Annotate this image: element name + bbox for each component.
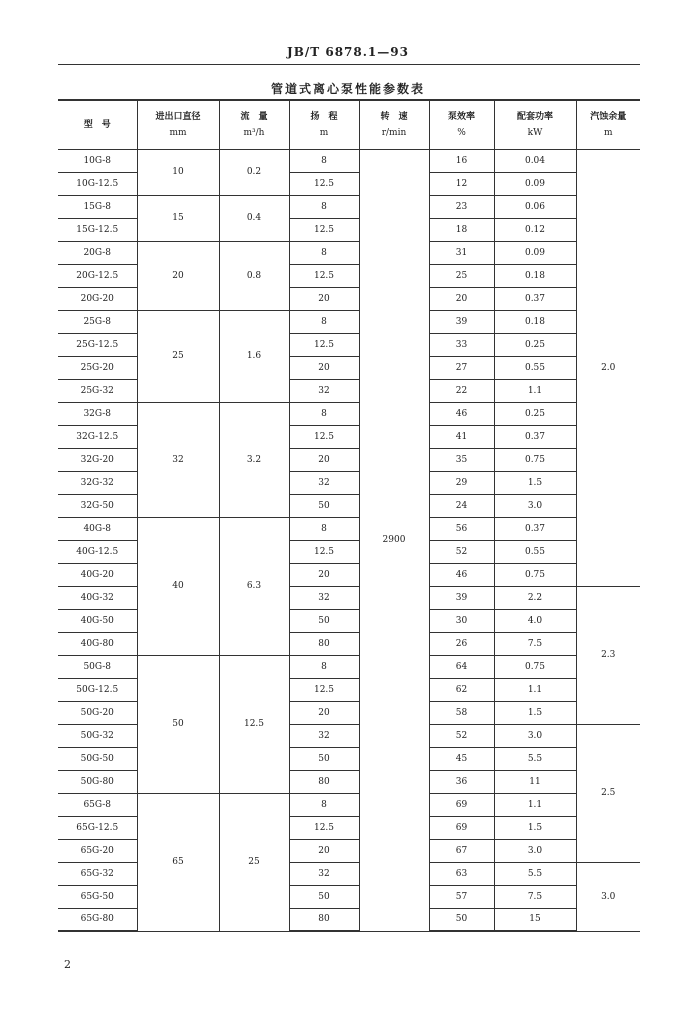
power-cell: 1.5 xyxy=(494,816,576,839)
efficiency-cell: 20 xyxy=(429,287,494,310)
model-cell: 32G-50 xyxy=(58,494,137,517)
diameter-cell: 65 xyxy=(137,793,219,931)
model-cell: 25G-32 xyxy=(58,379,137,402)
efficiency-cell: 26 xyxy=(429,632,494,655)
diameter-cell: 20 xyxy=(137,241,219,310)
head-cell: 8 xyxy=(289,195,359,218)
efficiency-cell: 52 xyxy=(429,724,494,747)
model-cell: 40G-80 xyxy=(58,632,137,655)
table-row xyxy=(58,655,640,678)
table-title: 管道式离心泵性能参数表 xyxy=(270,82,425,96)
efficiency-cell: 45 xyxy=(429,747,494,770)
model-cell: 25G-12.5 xyxy=(58,333,137,356)
head-cell: 8 xyxy=(289,517,359,540)
flow-cell: 12.5 xyxy=(219,655,289,793)
head-cell: 8 xyxy=(289,402,359,425)
table-row xyxy=(58,195,640,218)
power-cell: 1.1 xyxy=(494,678,576,701)
head-cell: 32 xyxy=(289,724,359,747)
power-cell: 4.0 xyxy=(494,609,576,632)
head-cell: 12.5 xyxy=(289,425,359,448)
efficiency-cell: 25 xyxy=(429,264,494,287)
efficiency-cell: 33 xyxy=(429,333,494,356)
power-cell: 1.5 xyxy=(494,701,576,724)
efficiency-cell: 63 xyxy=(429,862,494,885)
flow-cell: 0.2 xyxy=(219,149,289,195)
efficiency-cell: 46 xyxy=(429,563,494,586)
table-row xyxy=(58,149,640,172)
model-cell: 10G-8 xyxy=(58,149,137,172)
header-power: 配套功率 kW xyxy=(494,100,576,149)
npsh-cell: 3.0 xyxy=(576,862,640,931)
model-cell: 25G-8 xyxy=(58,310,137,333)
page-number: 2 xyxy=(64,958,71,971)
flow-cell: 6.3 xyxy=(219,517,289,655)
flow-cell: 0.8 xyxy=(219,241,289,310)
efficiency-cell: 22 xyxy=(429,379,494,402)
power-cell: 3.0 xyxy=(494,839,576,862)
head-cell: 50 xyxy=(289,747,359,770)
flow-cell: 0.4 xyxy=(219,195,289,241)
model-cell: 32G-12.5 xyxy=(58,425,137,448)
efficiency-cell: 52 xyxy=(429,540,494,563)
efficiency-cell: 67 xyxy=(429,839,494,862)
head-cell: 80 xyxy=(289,770,359,793)
model-cell: 50G-20 xyxy=(58,701,137,724)
model-cell: 15G-8 xyxy=(58,195,137,218)
head-cell: 50 xyxy=(289,885,359,908)
head-cell: 50 xyxy=(289,494,359,517)
efficiency-cell: 41 xyxy=(429,425,494,448)
power-cell: 5.5 xyxy=(494,862,576,885)
model-cell: 10G-12.5 xyxy=(58,172,137,195)
power-cell: 2.2 xyxy=(494,586,576,609)
power-cell: 3.0 xyxy=(494,724,576,747)
efficiency-cell: 35 xyxy=(429,448,494,471)
efficiency-cell: 39 xyxy=(429,310,494,333)
model-cell: 32G-32 xyxy=(58,471,137,494)
model-cell: 65G-80 xyxy=(58,908,137,931)
head-cell: 20 xyxy=(289,448,359,471)
standard-code: JB/T 6878.1—93 xyxy=(287,45,409,59)
efficiency-cell: 56 xyxy=(429,517,494,540)
header-row xyxy=(58,100,640,149)
power-cell: 1.5 xyxy=(494,471,576,494)
power-cell: 0.75 xyxy=(494,655,576,678)
head-cell: 12.5 xyxy=(289,678,359,701)
power-cell: 0.04 xyxy=(494,149,576,172)
efficiency-cell: 29 xyxy=(429,471,494,494)
npsh-cell: 2.5 xyxy=(576,724,640,862)
efficiency-cell: 39 xyxy=(429,586,494,609)
header-model: 型 号 xyxy=(58,100,137,149)
head-cell: 32 xyxy=(289,862,359,885)
power-cell: 11 xyxy=(494,770,576,793)
model-cell: 40G-12.5 xyxy=(58,540,137,563)
power-cell: 0.09 xyxy=(494,241,576,264)
efficiency-cell: 23 xyxy=(429,195,494,218)
model-cell: 32G-20 xyxy=(58,448,137,471)
efficiency-cell: 57 xyxy=(429,885,494,908)
model-cell: 20G-8 xyxy=(58,241,137,264)
flow-cell: 1.6 xyxy=(219,310,289,402)
efficiency-cell: 69 xyxy=(429,816,494,839)
head-cell: 12.5 xyxy=(289,816,359,839)
efficiency-cell: 36 xyxy=(429,770,494,793)
model-cell: 40G-50 xyxy=(58,609,137,632)
flow-cell: 25 xyxy=(219,793,289,931)
flow-cell: 3.2 xyxy=(219,402,289,517)
model-cell: 50G-80 xyxy=(58,770,137,793)
power-cell: 0.37 xyxy=(494,517,576,540)
efficiency-cell: 58 xyxy=(429,701,494,724)
model-cell: 50G-12.5 xyxy=(58,678,137,701)
table-row xyxy=(58,310,640,333)
power-cell: 0.37 xyxy=(494,287,576,310)
head-cell: 12.5 xyxy=(289,264,359,287)
model-cell: 65G-8 xyxy=(58,793,137,816)
diameter-cell: 10 xyxy=(137,149,219,195)
header-speed: 转 速 r/min xyxy=(359,100,429,149)
model-cell: 65G-50 xyxy=(58,885,137,908)
model-cell: 50G-50 xyxy=(58,747,137,770)
power-cell: 0.55 xyxy=(494,356,576,379)
table-row xyxy=(58,402,640,425)
model-cell: 65G-20 xyxy=(58,839,137,862)
head-cell: 12.5 xyxy=(289,218,359,241)
npsh-cell: 2.3 xyxy=(576,586,640,724)
table-body xyxy=(58,149,640,931)
power-cell: 0.25 xyxy=(494,333,576,356)
head-cell: 20 xyxy=(289,563,359,586)
header-efficiency: 泵效率 % xyxy=(429,100,494,149)
head-cell: 8 xyxy=(289,310,359,333)
diameter-cell: 40 xyxy=(137,517,219,655)
model-cell: 20G-20 xyxy=(58,287,137,310)
power-cell: 5.5 xyxy=(494,747,576,770)
model-cell: 40G-32 xyxy=(58,586,137,609)
power-cell: 3.0 xyxy=(494,494,576,517)
power-cell: 7.5 xyxy=(494,632,576,655)
head-cell: 20 xyxy=(289,839,359,862)
efficiency-cell: 62 xyxy=(429,678,494,701)
header-diameter: 进出口直径 mm xyxy=(137,100,219,149)
head-cell: 32 xyxy=(289,379,359,402)
efficiency-cell: 30 xyxy=(429,609,494,632)
efficiency-cell: 12 xyxy=(429,172,494,195)
power-cell: 0.37 xyxy=(494,425,576,448)
model-cell: 65G-12.5 xyxy=(58,816,137,839)
head-cell: 80 xyxy=(289,632,359,655)
model-cell: 65G-32 xyxy=(58,862,137,885)
header-rule xyxy=(58,64,640,65)
performance-table xyxy=(58,99,640,932)
power-cell: 7.5 xyxy=(494,885,576,908)
head-cell: 8 xyxy=(289,655,359,678)
power-cell: 0.09 xyxy=(494,172,576,195)
power-cell: 0.25 xyxy=(494,402,576,425)
model-cell: 40G-8 xyxy=(58,517,137,540)
efficiency-cell: 24 xyxy=(429,494,494,517)
table-row xyxy=(58,241,640,264)
efficiency-cell: 27 xyxy=(429,356,494,379)
head-cell: 50 xyxy=(289,609,359,632)
diameter-cell: 25 xyxy=(137,310,219,402)
power-cell: 0.18 xyxy=(494,264,576,287)
head-cell: 12.5 xyxy=(289,172,359,195)
header-flow: 流 量 m³/h xyxy=(219,100,289,149)
power-cell: 0.75 xyxy=(494,448,576,471)
head-cell: 32 xyxy=(289,586,359,609)
head-cell: 20 xyxy=(289,701,359,724)
power-cell: 0.06 xyxy=(494,195,576,218)
efficiency-cell: 46 xyxy=(429,402,494,425)
power-cell: 0.75 xyxy=(494,563,576,586)
efficiency-cell: 50 xyxy=(429,908,494,931)
power-cell: 1.1 xyxy=(494,379,576,402)
header-npsh: 汽蚀余量 m xyxy=(576,100,640,149)
header-head: 扬 程 m xyxy=(289,100,359,149)
efficiency-cell: 69 xyxy=(429,793,494,816)
head-cell: 12.5 xyxy=(289,333,359,356)
efficiency-cell: 16 xyxy=(429,149,494,172)
diameter-cell: 50 xyxy=(137,655,219,793)
model-cell: 15G-12.5 xyxy=(58,218,137,241)
model-cell: 20G-12.5 xyxy=(58,264,137,287)
npsh-cell: 2.0 xyxy=(576,149,640,586)
power-cell: 0.12 xyxy=(494,218,576,241)
efficiency-cell: 64 xyxy=(429,655,494,678)
model-cell: 25G-20 xyxy=(58,356,137,379)
head-cell: 8 xyxy=(289,149,359,172)
power-cell: 0.55 xyxy=(494,540,576,563)
model-cell: 32G-8 xyxy=(58,402,137,425)
model-cell: 40G-20 xyxy=(58,563,137,586)
table-row xyxy=(58,517,640,540)
head-cell: 80 xyxy=(289,908,359,931)
speed-cell: 2900 xyxy=(359,149,429,931)
table-row xyxy=(58,793,640,816)
diameter-cell: 32 xyxy=(137,402,219,517)
head-cell: 32 xyxy=(289,471,359,494)
model-cell: 50G-32 xyxy=(58,724,137,747)
diameter-cell: 15 xyxy=(137,195,219,241)
power-cell: 1.1 xyxy=(494,793,576,816)
efficiency-cell: 31 xyxy=(429,241,494,264)
power-cell: 0.18 xyxy=(494,310,576,333)
head-cell: 8 xyxy=(289,793,359,816)
model-cell: 50G-8 xyxy=(58,655,137,678)
head-cell: 20 xyxy=(289,356,359,379)
head-cell: 20 xyxy=(289,287,359,310)
head-cell: 12.5 xyxy=(289,540,359,563)
efficiency-cell: 18 xyxy=(429,218,494,241)
head-cell: 8 xyxy=(289,241,359,264)
power-cell: 15 xyxy=(494,908,576,931)
